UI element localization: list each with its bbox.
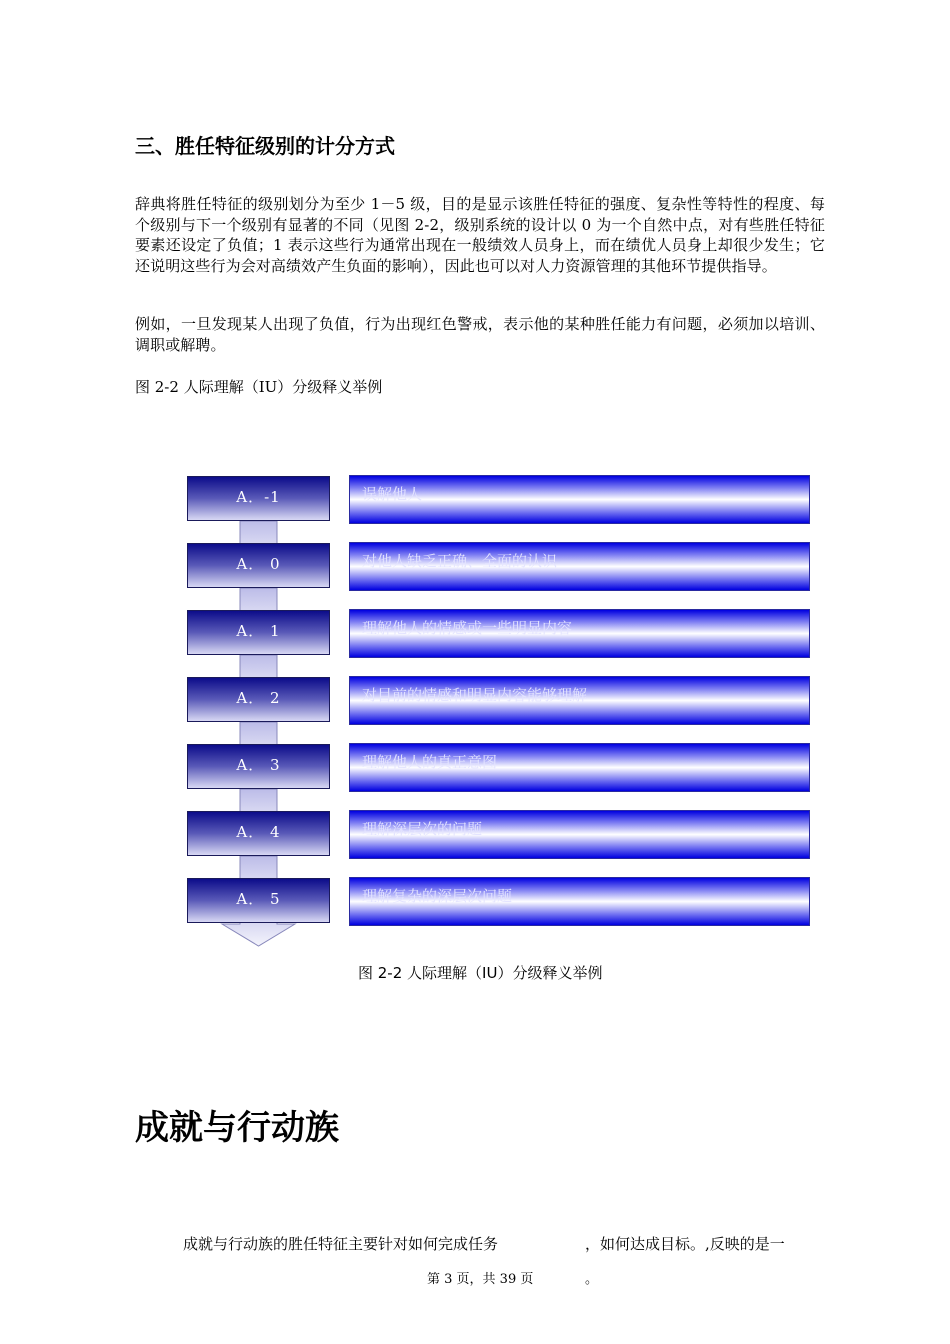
footer-mark: 。 — [585, 1272, 599, 1287]
figure-caption: 图 2-2 人际理解（IU）分级释义举例 — [358, 964, 603, 982]
body-text-line: 成就与行动族的胜任特征主要针对如何完成任务 — [183, 1235, 499, 1253]
figure-reference: 图 2-2 人际理解（IU）分级释义举例 — [135, 378, 383, 396]
body-text-line-continued: ，如何达成目标。,反映的是一 — [585, 1235, 785, 1253]
paragraph-level-system: 辞典将胜任特征的级别划分为至少 1－5 级，目的是显示该胜任特征的强度、复杂性等特性的程度、每个级别与下一个级别有显著的不同（见图 2-2，级别系统的设计以 0 为一个自然中点，对有些胜任特征要素还设定了负值；1 表示这些行为通常出现在一般绩效人员身上，而在绩优人员身上却很少发生；它还说明这些行为会对高绩效产生负面的影响），因此也可以对人力资源管理的其他环节提供指导。 — [135, 195, 825, 275]
level-description: 理解他人的情感或一些明显内容 — [349, 609, 810, 658]
level-box: A．-1 — [187, 476, 330, 521]
level-description: 理解他人的真正意图 — [349, 743, 810, 792]
level-description: 对目前的情感和明显内容能够理解 — [349, 676, 810, 725]
level-description: 误解他人 — [349, 475, 810, 524]
level-description: 理解复杂的深层次问题 — [349, 877, 810, 926]
level-box: A． 4 — [187, 811, 330, 856]
section-title: 三、胜任特征级别的计分方式 — [135, 134, 395, 158]
level-box: A． 3 — [187, 744, 330, 789]
page-footer: 第 3 页，共 39 页 — [427, 1272, 534, 1287]
level-description: 对他人缺乏正确、全面的认识 — [349, 542, 810, 591]
level-description: 理解深层次的问题 — [349, 810, 810, 859]
level-box: A． 0 — [187, 543, 330, 588]
level-box: A． 2 — [187, 677, 330, 722]
paragraph-negative-example: 例如，一旦发现某人出现了负值，行为出现红色警戒，表示他的某种胜任能力有问题，必须加以培训、调职或解聘。 — [135, 315, 825, 354]
level-box: A． 1 — [187, 610, 330, 655]
level-box: A． 5 — [187, 878, 330, 923]
chapter-title: 成就与行动族 — [135, 1108, 339, 1148]
